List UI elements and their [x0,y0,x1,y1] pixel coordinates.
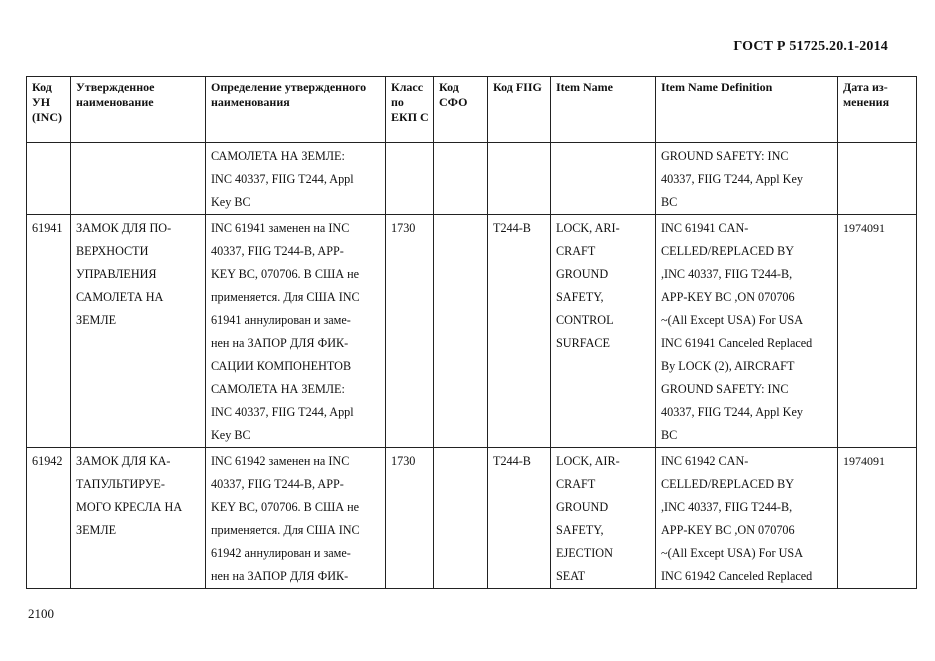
cell-inc-code: 61941 [27,215,71,448]
cell-name-definition [206,448,386,589]
cell-fiig-code: T244-B [488,448,551,589]
name-definition-line: 40337, FIIG T244-B, APP- [211,477,344,491]
cell-inc-code: 61942 [27,448,71,589]
table-body [27,143,917,589]
col-header-inc: Код УН (INC) [27,77,71,143]
item-name-definition-line: GROUND SAFETY: INC [661,149,789,163]
col-header-definition: Определение утвержденного наименования [206,77,386,143]
cell-change-date [838,143,917,215]
item-name-definition-line: BC [661,195,678,209]
item-name-definition-line: INC 61941 CAN- [661,221,749,235]
item-name-definition-line: CELLED/REPLACED BY [661,477,795,491]
item-name-line: SAFETY, [556,290,604,304]
cell-fiig-code: T244-B [488,215,551,448]
cell-sfo-code [434,143,488,215]
item-name-definition-line: GROUND SAFETY: INC [661,382,789,396]
table-row [27,448,917,589]
item-name-definition-line: APP-KEY BC ,ON 070706 [661,523,795,537]
page-number: 2100 [28,606,54,621]
table-header-row [27,77,917,143]
item-name-definition-line: BC [661,428,678,442]
item-name-line: LOCK, AIR- [556,454,620,468]
name-definition-line: INC 61942 заменен на INC [211,454,350,468]
item-name-definition-line: ,INC 40337, FIIG T244-B, [661,500,793,514]
item-name-definition-line: APP-KEY BC ,ON 070706 [661,290,795,304]
name-definition-line: 61941 аннулирован и заме- [211,313,351,327]
approved-name-line: САМОЛЕТА НА [76,290,164,304]
approved-name-line: ЗАМОК ДЛЯ ПО- [76,221,172,235]
item-name-line: GROUND [556,500,609,514]
col-header-class: Класс по ЕКП С [386,77,434,143]
cell-item-name [551,215,656,448]
name-definition-line: INC 40337, FIIG T244, Appl [211,405,354,419]
item-name-line: LOCK, ARI- [556,221,620,235]
cell-item-name [551,448,656,589]
name-definition-line: 40337, FIIG T244-B, APP- [211,244,344,258]
name-definition-line: САМОЛЕТА НА ЗЕМЛЕ: [211,149,345,163]
item-name-line: CONTROL [556,313,614,327]
cell-approved-name [71,143,206,215]
name-definition-line: INC 40337, FIIG T244, Appl [211,172,354,186]
item-name-definition-line: 40337, FIIG T244, Appl Key [661,405,803,419]
cell-class-code: 1730 [386,215,434,448]
cell-approved-name [71,215,206,448]
name-definition-line: нен на ЗАПОР ДЛЯ ФИК- [211,336,349,350]
cell-class-code: 1730 [386,448,434,589]
name-definition-line: 61942 аннулирован и заме- [211,546,351,560]
col-header-item-name: Item Name [551,77,656,143]
col-header-item-definition: Item Name Definition [656,77,838,143]
approved-name-line: ВЕРХНОСТИ [76,244,149,258]
cell-item-name [551,143,656,215]
cell-item-name-definition [656,215,838,448]
col-header-date: Дата из-менения [838,77,917,143]
name-definition-line: KEY BC, 070706. В США не [211,267,360,281]
item-name-definition-line: ,INC 40337, FIIG T244-B, [661,267,793,281]
name-definition-line: INC 61941 заменен на INC [211,221,350,235]
item-name-definition-line: ~(All Except USA) For USA [661,546,804,560]
cell-sfo-code [434,215,488,448]
col-header-sfo: Код СФО [434,77,488,143]
cell-change-date: 1974091 [838,448,917,589]
col-header-name: Утвержденное наименование [71,77,206,143]
cell-class-code [386,143,434,215]
item-name-line: CRAFT [556,244,596,258]
name-definition-line: нен на ЗАПОР ДЛЯ ФИК- [211,569,349,583]
item-name-definition-line: CELLED/REPLACED BY [661,244,795,258]
approved-name-line: ЗЕМЛЕ [76,523,117,537]
item-name-definition-line: INC 61942 Canceled Replaced [661,569,813,583]
cell-name-definition [206,143,386,215]
cell-inc-code [27,143,71,215]
item-name-line: SAFETY, [556,523,604,537]
cell-sfo-code [434,448,488,589]
cell-name-definition [206,215,386,448]
item-name-definition-line: INC 61941 Canceled Replaced [661,336,813,350]
name-definition-line: САЦИИ КОМПОНЕНТОВ [211,359,352,373]
item-name-definition-line: By LOCK (2), AIRCRAFT [661,359,795,373]
item-name-line: SURFACE [556,336,610,350]
item-name-definition-line: INC 61942 CAN- [661,454,749,468]
approved-name-line: МОГО КРЕСЛА НА [76,500,183,514]
name-definition-line: применяется. Для США INC [211,290,360,304]
item-name-line: GROUND [556,267,609,281]
name-definition-line: KEY BC, 070706. В США не [211,500,360,514]
cell-approved-name [71,448,206,589]
col-header-fiig: Код FIIG [488,77,551,143]
item-name-line: CRAFT [556,477,596,491]
approved-name-line: ЗЕМЛЕ [76,313,117,327]
table-row [27,143,917,215]
name-definition-line: САМОЛЕТА НА ЗЕМЛЕ: [211,382,345,396]
item-name-definition-line: ~(All Except USA) For USA [661,313,804,327]
document-header: ГОСТ Р 51725.20.1-2014 [733,39,888,54]
cell-item-name-definition [656,143,838,215]
gost-table [26,76,917,589]
approved-name-line: УПРАВЛЕНИЯ [76,267,157,281]
cell-change-date: 1974091 [838,215,917,448]
cell-fiig-code [488,143,551,215]
approved-name-line: ТАПУЛЬТИРУЕ- [76,477,165,491]
name-definition-line: применяется. Для США INC [211,523,360,537]
item-name-definition-line: 40337, FIIG T244, Appl Key [661,172,803,186]
item-name-line: EJECTION [556,546,613,560]
table-row [27,215,917,448]
item-name-line: SEAT [556,569,586,583]
name-definition-line: Key BC [211,195,251,209]
approved-name-line: ЗАМОК ДЛЯ КА- [76,454,171,468]
cell-item-name-definition [656,448,838,589]
name-definition-line: Key BC [211,428,251,442]
